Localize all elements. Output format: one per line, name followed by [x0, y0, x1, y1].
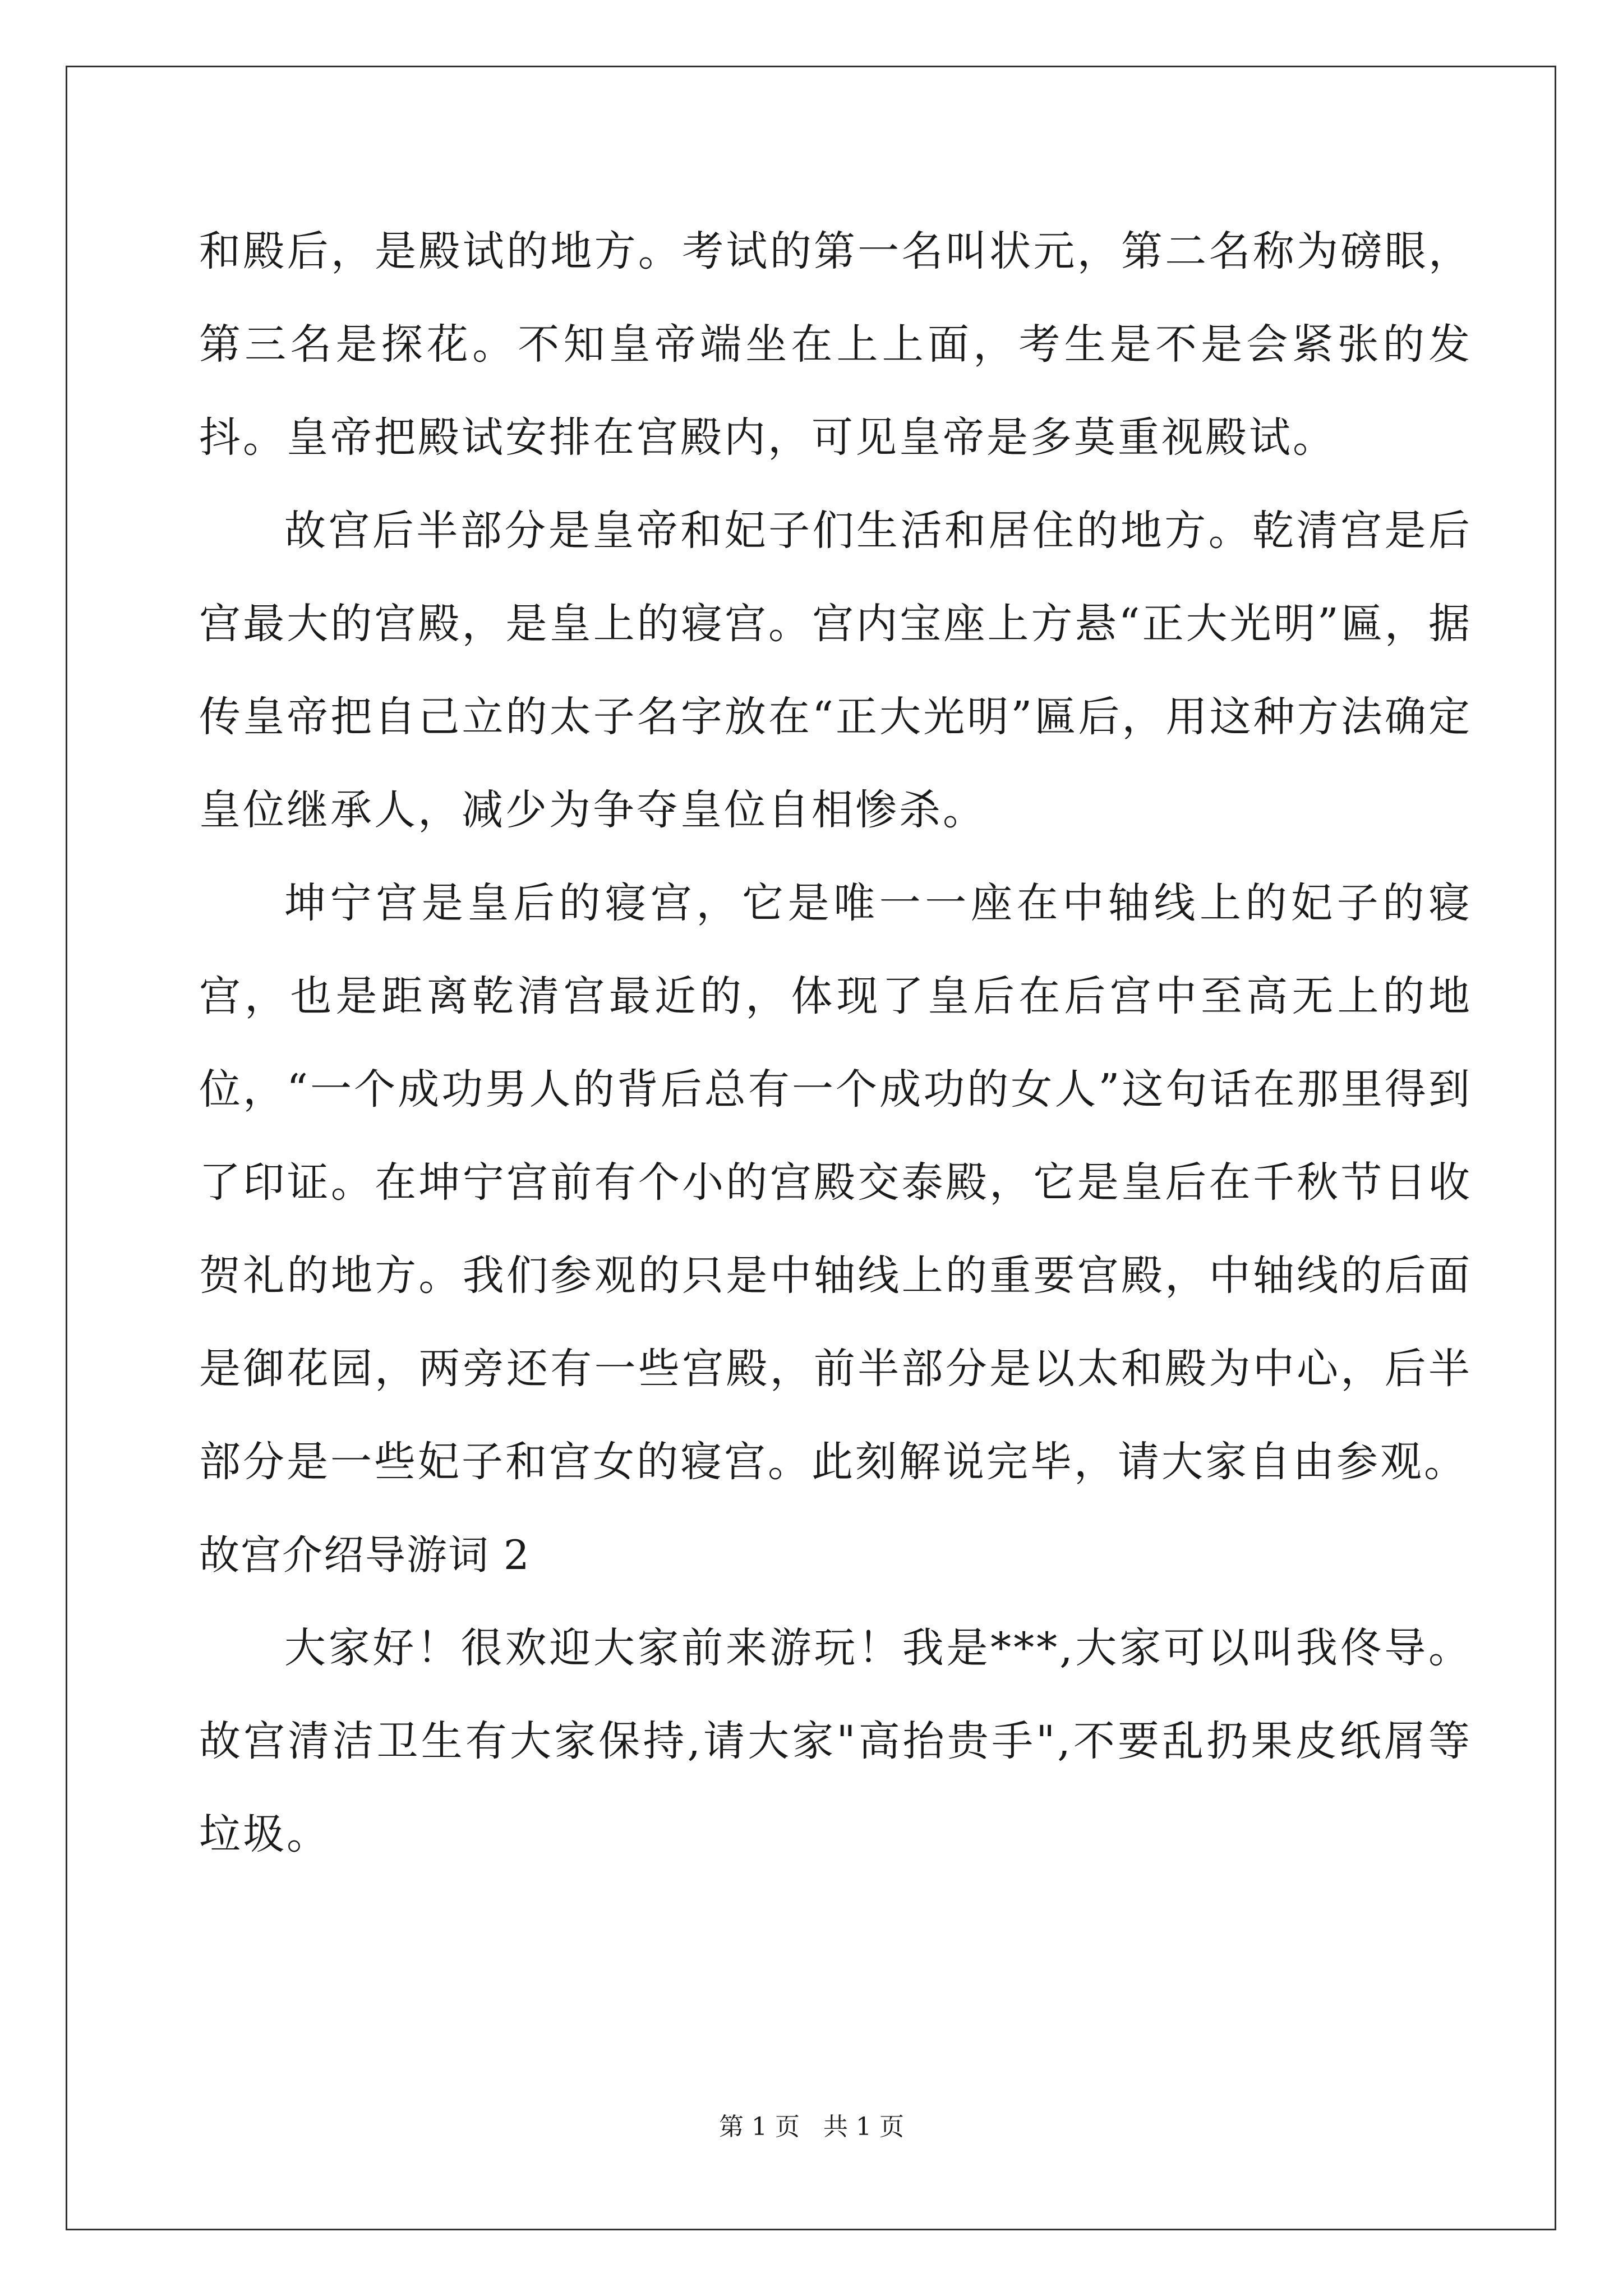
- page-number: 第 1 页: [719, 2113, 800, 2141]
- page-footer: [0, 2111, 1623, 2143]
- section-heading: 故宫介绍导游词 2: [199, 1531, 531, 1579]
- document-body: [199, 205, 1472, 1881]
- page-total: 共 1 页: [823, 2113, 904, 2141]
- paragraph-4: 大家好！很欢迎大家前来游玩！我是***,大家可以叫我佟导。故宫清洁卫生有大家保持,请大家"高抬贵手",不要乱扔果皮纸屑等垃圾。: [199, 1624, 1472, 1858]
- paragraph-1: 和殿后，是殿试的地方。考试的第一名叫状元，第二名称为磅眼，第三名是探花。不知皇帝端坐在上上面，考生是不是会紧张的发抖。皇帝把殿试安排在宫殿内，可见皇帝是多莫重视殿试。: [199, 227, 1472, 462]
- paragraph-2: 故宫后半部分是皇帝和妃子们生活和居住的地方。乾清宫是后宫最大的宫殿，是皇上的寝宫。宫内宝座上方悬“正大光明”匾，据传皇帝把自己立的太子名字放在“正大光明”匾后，用这种方法确定皇位继承人，减少为争夺皇位自相惨杀。: [199, 507, 1472, 834]
- paragraph-3: 坤宁宫是皇后的寝宫，它是唯一一座在中轴线上的妃子的寝宫，也是距离乾清宫最近的，体现了皇后在后宫中至高无上的地位，“一个成功男人的背后总有一个成功的女人”这句话在那里得到了印证。在坤宁宫前有个小的宫殿交泰殿，它是皇后在千秋节日收贺礼的地方。我们参观的只是中轴线上的重要宫殿，中轴线的后面是御花园，两旁还有一些宫殿，前半部分是以太和殿为中心，后半部分是一些妃子和宫女的寝宫。此刻解说完毕，请大家自由参观。: [199, 879, 1472, 1486]
